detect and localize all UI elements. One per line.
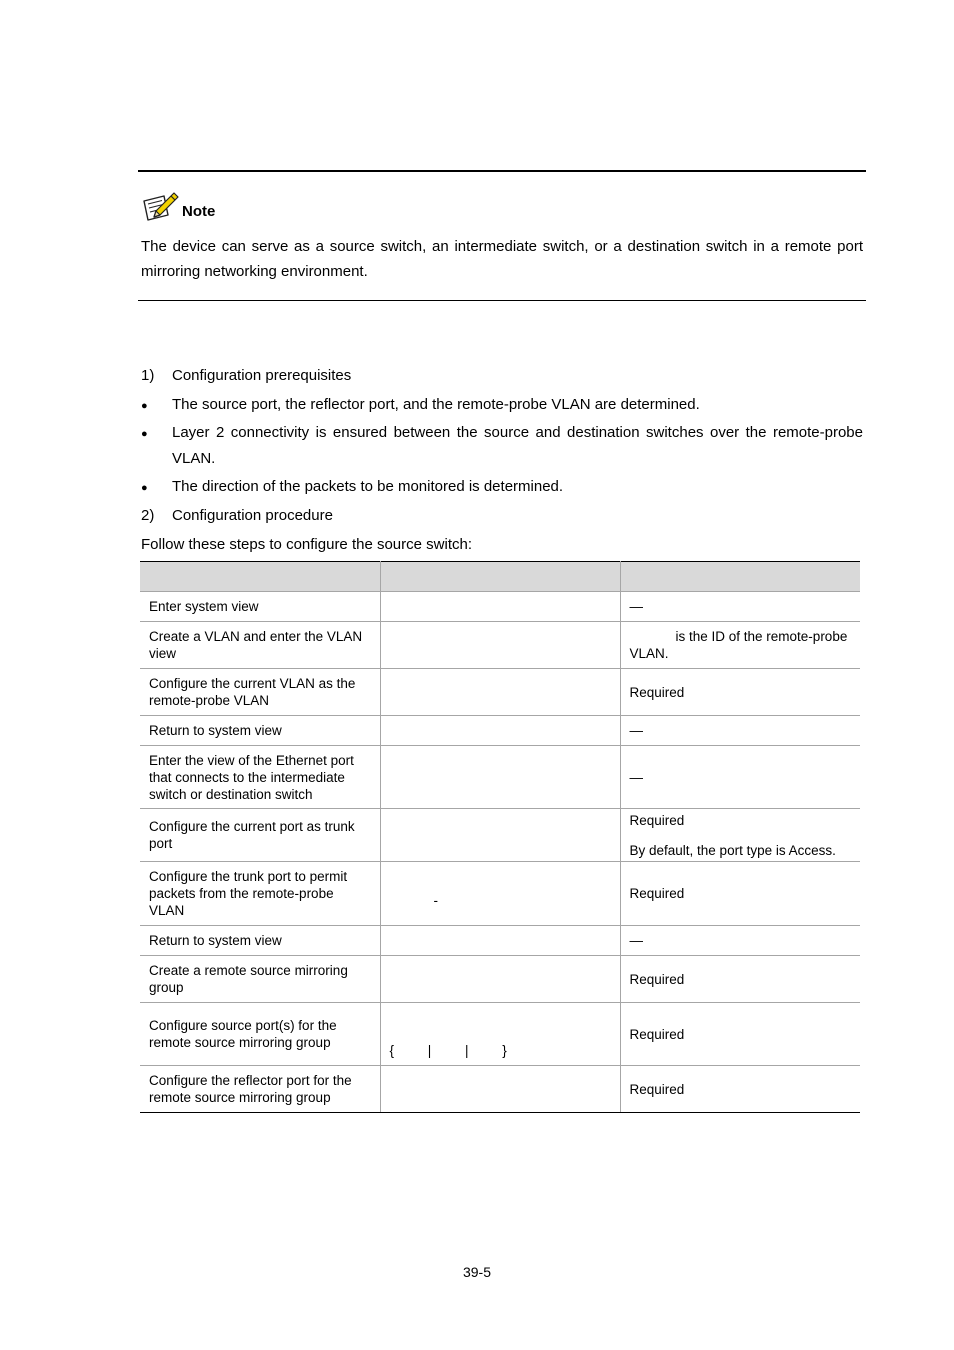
command-cell (380, 926, 620, 956)
remarks-text: — (629, 599, 643, 614)
step-cell: Configure source port(s) for the remote source mirroring group (140, 1003, 380, 1066)
command-cell (380, 956, 620, 1003)
header-command (380, 562, 620, 592)
table-row (140, 669, 860, 716)
table-row (140, 926, 860, 956)
bullet-dot: ● (141, 428, 148, 440)
remarks-text: — (629, 933, 643, 948)
header-remarks (620, 562, 860, 592)
command-cell (380, 592, 620, 622)
remarks-cell (620, 926, 860, 956)
prerequisite-item: Layer 2 connectivity is ensured between the source and destination switches over the remote-probe VLAN. (172, 424, 863, 467)
step-cell: Return to system view (140, 926, 380, 956)
table-row (140, 716, 860, 746)
step-cell: Create a remote source mirroring group (140, 956, 380, 1003)
remarks-cell (620, 956, 860, 1003)
table-row (140, 956, 860, 1003)
remarks-cell (620, 1003, 860, 1066)
remarks-cell (620, 622, 860, 669)
step-cell: Return to system view (140, 716, 380, 746)
command-cell (380, 809, 620, 862)
note-top-rule (138, 170, 866, 172)
command-cell (380, 862, 620, 926)
remarks-cell (620, 862, 860, 926)
command-cell (380, 1003, 620, 1066)
prerequisite-item: The source port, the reflector port, and the remote-probe VLAN are determined. (172, 396, 700, 413)
command-cell (380, 1066, 620, 1113)
note-header (142, 189, 215, 221)
command-cell (380, 622, 620, 669)
remarks-text: — (629, 769, 643, 785)
command-cell (380, 669, 620, 716)
remarks-text: Required (629, 684, 685, 700)
step-cell: Configure the current port as trunk port (140, 809, 380, 862)
remarks-text: By default, the port type is Access. (629, 842, 836, 858)
remarks-text: — (629, 723, 643, 738)
step-cell: Enter system view (140, 592, 380, 622)
procedure-number: 2) (141, 507, 155, 524)
step-cell: Create a VLAN and enter the VLAN view (140, 622, 380, 669)
bullet-dot: ● (141, 482, 148, 494)
table-row (140, 592, 860, 622)
command-cell (380, 746, 620, 809)
note-pencil-icon (142, 189, 180, 221)
remarks-cell (620, 669, 860, 716)
table-row (140, 862, 860, 926)
procedure-heading-text: Configuration procedure (172, 507, 333, 524)
steps-table (140, 561, 860, 1113)
step-cell: Configure the current VLAN as the remote-probe VLAN (140, 669, 380, 716)
page-number: 39-5 (462, 1264, 492, 1280)
header-operation (140, 562, 380, 592)
note-text: The device can serve as a source switch, an intermediate switch, or a destination switch in a remote port mirroring networking environment. (141, 238, 863, 280)
remarks-text: Required (629, 1081, 685, 1097)
procedure-heading (141, 506, 333, 526)
command-text: - (433, 893, 438, 908)
bullet-dot: ● (141, 400, 148, 412)
table-row (140, 1003, 860, 1066)
remarks-cell (620, 746, 860, 809)
remarks-text: Required (629, 1026, 685, 1042)
remarks-cell (620, 809, 860, 862)
remarks-cell (620, 1066, 860, 1113)
table-row (140, 809, 860, 862)
table-header-row (140, 562, 860, 592)
prerequisite-item: The direction of the packets to be monitored is determined. (172, 478, 564, 495)
prerequisites-heading-text: Configuration prerequisites (172, 367, 352, 384)
step-cell: Configure the reflector port for the remote source mirroring group (140, 1066, 380, 1113)
table-row (140, 1066, 860, 1113)
remarks-text: Required (629, 812, 685, 828)
note-bottom-rule (138, 300, 866, 301)
command-text: { | | } (389, 1043, 507, 1058)
command-cell (380, 716, 620, 746)
note-label: Note (182, 203, 216, 220)
table-row (140, 622, 860, 669)
prerequisites-heading (141, 366, 351, 386)
prerequisites-number: 1) (141, 367, 155, 384)
procedure-intro: Follow these steps to configure the source switch: (141, 536, 472, 553)
remarks-cell (620, 716, 860, 746)
remarks-text: Required (629, 886, 685, 901)
remarks-text: is the ID of the remote-probe VLAN. (629, 629, 848, 661)
step-cell: Enter the view of the Ethernet port that connects to the intermediate switch or destination switch (140, 746, 380, 809)
table-row (140, 746, 860, 809)
remarks-text: Required (629, 971, 685, 987)
remarks-cell (620, 592, 860, 622)
step-cell: Configure the trunk port to permit packets from the remote-probe VLAN (140, 862, 380, 926)
